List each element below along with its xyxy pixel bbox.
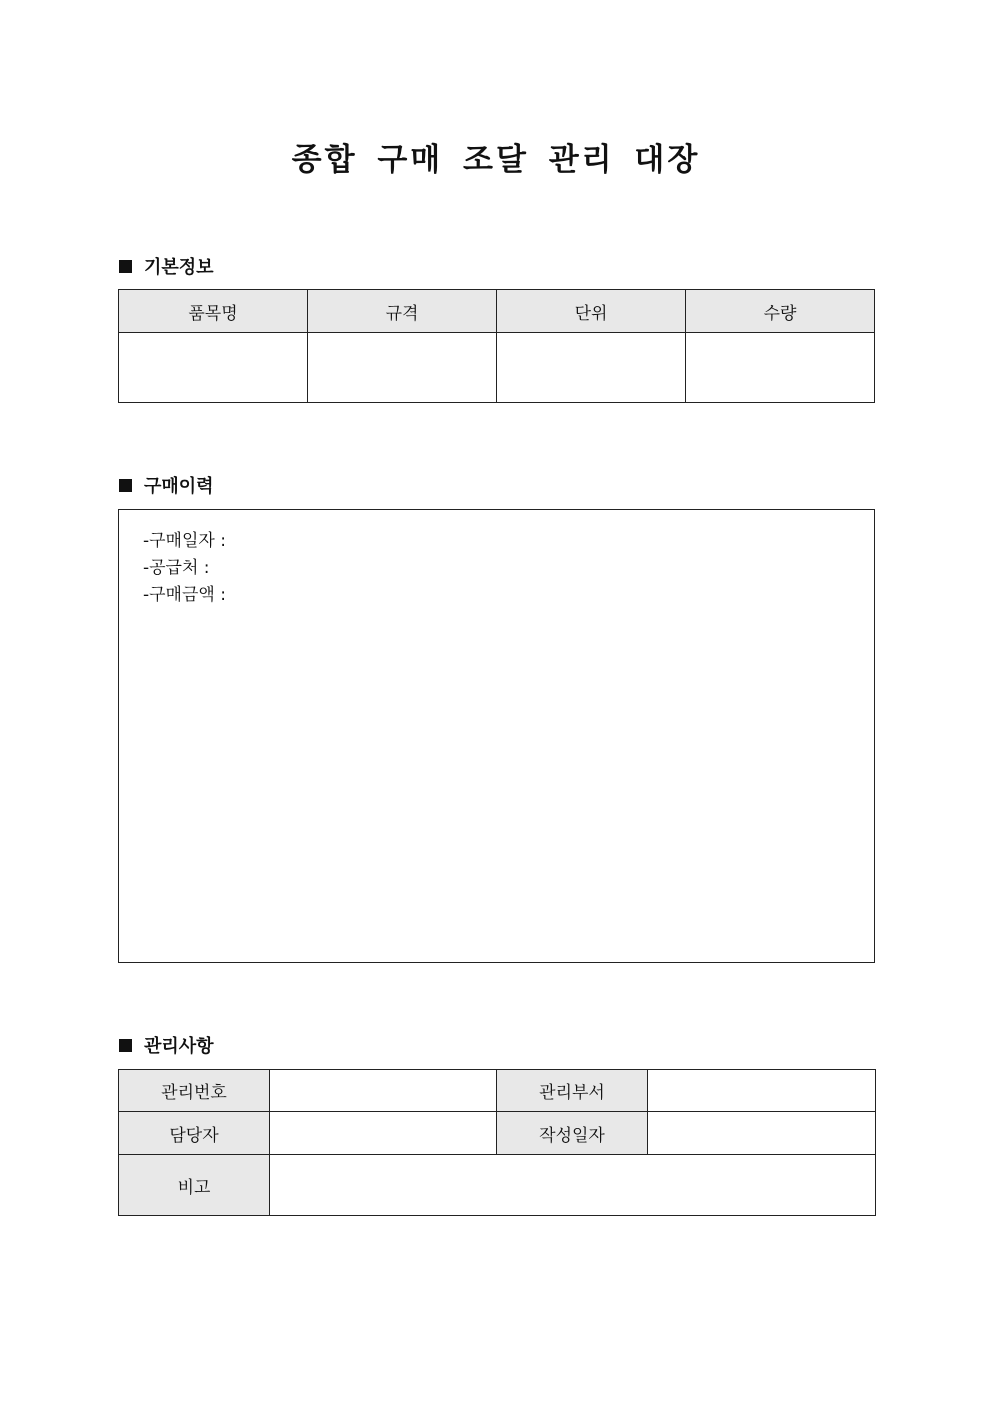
basic-info-heading	[119, 253, 214, 279]
management-row-3	[119, 1155, 876, 1216]
header-unit: 단위	[497, 290, 686, 333]
page-title: 종합 구매 조달 관리 대장	[291, 142, 701, 178]
date-written-label: 작성일자	[497, 1112, 648, 1155]
header-quantity: 수량	[686, 290, 875, 333]
management-table	[118, 1069, 876, 1216]
purchase-history-box[interactable]	[118, 509, 875, 963]
purchase-history-lines	[143, 528, 226, 609]
remarks-label: 비고	[119, 1155, 270, 1216]
square-bullet-icon	[119, 479, 132, 492]
management-dept-label: 관리부서	[497, 1070, 648, 1112]
person-in-charge-label: 담당자	[119, 1112, 270, 1155]
unit-cell[interactable]	[497, 333, 686, 403]
purchase-history-heading	[119, 472, 214, 498]
basic-info-heading-label: 기본정보	[144, 257, 214, 278]
square-bullet-icon	[119, 1039, 132, 1052]
basic-info-table	[118, 289, 875, 403]
header-spec: 규격	[308, 290, 497, 333]
basic-info-value-row	[119, 333, 875, 403]
date-written-cell[interactable]	[648, 1112, 876, 1155]
basic-info-header-row	[119, 290, 875, 333]
person-in-charge-cell[interactable]	[270, 1112, 497, 1155]
purchase-history-heading-label: 구매이력	[144, 476, 214, 497]
management-number-label: 관리번호	[119, 1070, 270, 1112]
header-item-name: 품목명	[119, 290, 308, 333]
remarks-cell[interactable]	[270, 1155, 876, 1216]
management-number-cell[interactable]	[270, 1070, 497, 1112]
purchase-amount-line: -구매금액 :	[143, 585, 226, 605]
square-bullet-icon	[119, 260, 132, 273]
item-name-cell[interactable]	[119, 333, 308, 403]
management-row-2	[119, 1112, 876, 1155]
spec-cell[interactable]	[308, 333, 497, 403]
purchase-date-line: -구매일자 :	[143, 531, 226, 551]
management-dept-cell[interactable]	[648, 1070, 876, 1112]
quantity-cell[interactable]	[686, 333, 875, 403]
management-heading	[119, 1032, 214, 1058]
management-heading-label: 관리사항	[144, 1036, 214, 1057]
supplier-line: -공급처 :	[143, 558, 210, 578]
management-row-1	[119, 1070, 876, 1112]
